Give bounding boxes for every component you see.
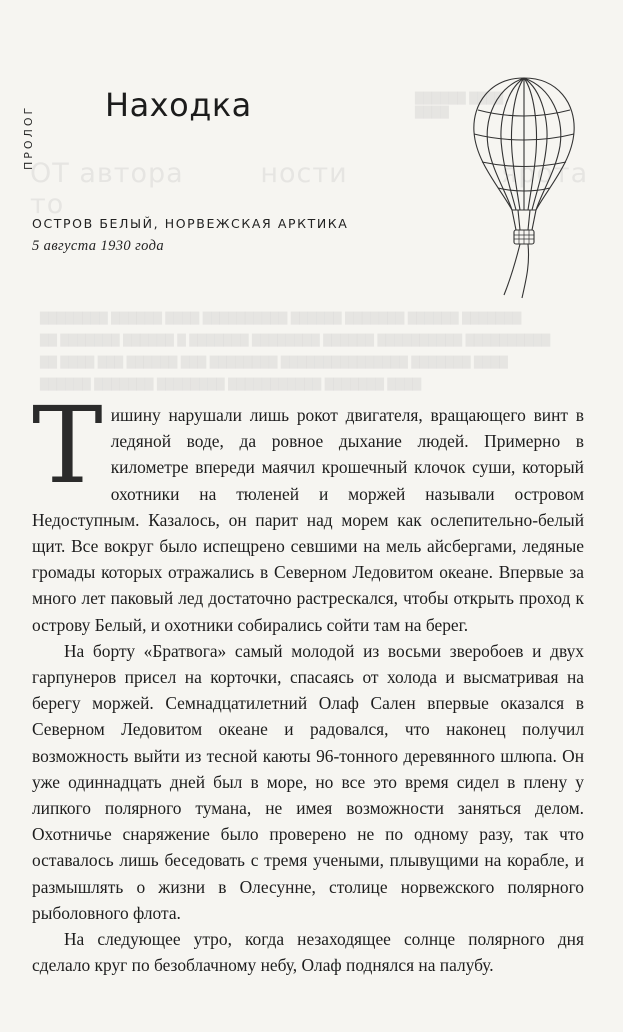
paragraph-text: ишину нарушали лишь рокот двигателя, вращающего винт в ледяной воде, да ровное дыхание людей. Примерно в километре впереди маячил крошечный клочок суши, который охотники на тюленей и моржей называли островом Недоступным. Казалось, он парит над морем как ослепительно-белый щит. Все вокруг было испещрено севшими на мель айсбергами, ледяные громады которых отражались в Северном Ледовитом океане. Впервые за много лет паковый лед достаточно растрескался, чтобы открыть проход к острову Белый, и охотники собирались сойти там на берег. xyxy=(32,405,584,635)
drop-cap: Т xyxy=(32,384,103,507)
chapter-title: Находка xyxy=(105,86,252,124)
show-through-text: ОТ автора ности ярота то xyxy=(30,158,589,220)
paragraph-3: На следующее утро, когда незаходящее солнце полярного дня сделало круг по безоблачному небу, Олаф поднялся на палубу. xyxy=(32,929,584,976)
date-line: 5 августа 1930 года xyxy=(32,238,164,254)
hot-air-balloon-icon xyxy=(468,70,580,305)
show-through-text: ██████ ████ ████ xyxy=(415,92,504,119)
body-text xyxy=(32,384,584,978)
paragraph-1 xyxy=(32,384,584,638)
show-through-text: ████████ ██████ ████ ██████████ ██████ ███████ ██████ ███████ ██ ███████ ██████ █ ███████ ████████ ██████ ██████████ ██████████ ██ ████ ███ ██████ ███ ████████ ███████████████ ███████ ████ ██████ ███████ ████████ ███████████ ███████ ████ xyxy=(40,312,551,391)
paragraph-2: На борту «Братвога» самый молодой из восьми зверобоев и двух гарпунеров присел на корточки, спасаясь от холода и высматривая на берегу моржей. Семнадцатилетний Олаф Сален впервые оказался в Северном Ледовитом океане и радовался, что наконец получил возможность выйти из тесной каюты 96-тонного деревянного шлюпа. Он уже одиннадцать дней был в море, но все это время сидел в плену у липкого полярного тумана, не имея возможности заняться делом. Охотничье снаряжение было проверено не по одному разу, так что оставалось лишь беседовать с тремя учеными, плывущими на корабле, и размышлять о жизни в Олесунне, столице норвежского полярного рыболовного флота. xyxy=(32,640,584,923)
location-line: ОСТРОВ БЕЛЫЙ, НОРВЕЖСКАЯ АРКТИКА xyxy=(32,216,349,231)
section-label: ПРОЛОГ xyxy=(22,104,35,170)
